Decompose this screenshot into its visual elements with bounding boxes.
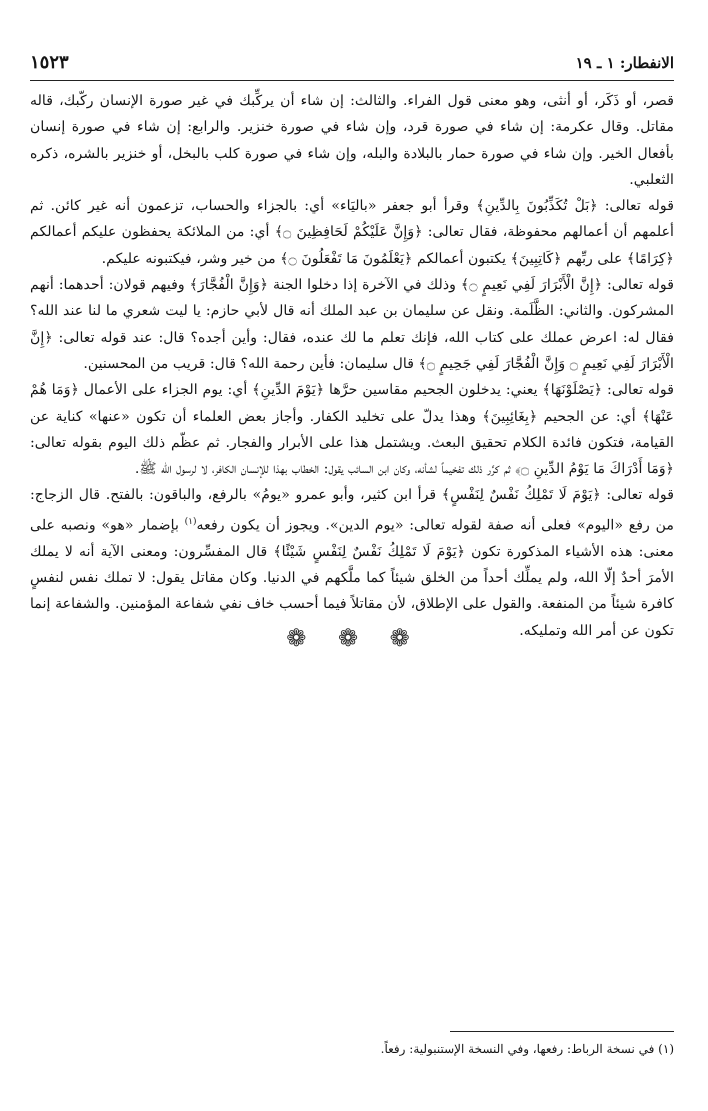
footnote	[30, 1042, 674, 1056]
surah-title: الانفطار: ١ ـ ١٩	[575, 54, 674, 72]
page-body	[30, 88, 674, 644]
footnote-reference[interactable]: (١)	[184, 516, 197, 527]
paragraph-4: قوله تعالى: ﴿يَصْلَوْنَهَا﴾ يعني: يدخلون الجحيم مقاسين حرَّها ﴿يَوْمَ الدِّينِ﴾ أي: يوم الجزاء على الأعمال ﴿وَمَا هُمْ عَنْهَا﴾ أي: عن الجحيم ﴿بِغَائِبِينَ﴾ وهذا يدلّ على تخليد الكفار. وأجاز بعض العلماء أن تكون «عنها» كناية عن القيامة، فتكون فائدة الكلام تحقيق البعث. ويشتمل هذا على الأبرار والفجار. ثم عظّم ذلك اليوم بقوله تعالى: ﴿وَمَا أَدْرَاكَ مَا يَوْمُ الدِّينِ ۝﴾ ثم كرَّر ذلك تفخيماً لشأنه، وكان ابن السائب يقول: الخطاب بهذا للإنسان الكافر، لا لرسول الله ﷺ.	[30, 382, 674, 478]
paragraph-5	[30, 482, 674, 644]
paragraph-2: قوله تعالى: ﴿بَلْ تُكَذِّبُونَ بِالدِّينِ﴾ وقرأ أبو جعفر «باليَاء» أي: بالجزاء والحساب، تزعمون أنه غير كائن. ثم أعلمهم أن أعمالهم محفوظة، فقال تعالى: ﴿وَإِنَّ عَلَيْكُمْ لَحَافِظِينَ ۝﴾ أي: من الملائكة يحفظون عليكم أعمالكم ﴿كِرَامًا﴾ على ربِّهم ﴿كَاتِبِينَ﴾ يكتبون أعمالكم ﴿يَعْلَمُونَ مَا تَفْعَلُونَ ۝﴾ من خير وشر، فيكتبونه عليكم.	[30, 198, 674, 267]
page-number: ١٥٢٣	[30, 52, 69, 73]
section-separator: ❁ ❁ ❁	[286, 624, 422, 652]
footnote-rule	[450, 1031, 674, 1032]
paragraph-3: قوله تعالى: ﴿إِنَّ الْأَبْرَارَ لَفِي نَعِيمٍ ۝﴾ وذلك في الآخرة إذا دخلوا الجنة ﴿وَإِنَّ الْفُجَّارَ﴾ وفيهم قولان: أحدهما: أنهم المشركون. والثاني: الظَّلَمة. ونقل عن سليمان بن عبد الملك أنه قال لأبي حازم: يا ليت شعري ما لنا عند الله؟ فقال له: اعرض عملك على كتاب الله، فإنك تعلم ما لك عنده، فقال: وأين أجده؟ قال: عند قوله تعالى: ﴿إِنَّ الْأَبْرَارَ لَفِي نَعِيمٍ ۝ وَإِنَّ الْفُجَّارَ لَفِي جَحِيمٍ ۝﴾ قال سليمان: فأين رحمة الله؟ قال: قريب من المحسنين.	[30, 277, 674, 372]
page-header	[30, 52, 674, 78]
header-rule	[30, 80, 674, 81]
paragraph-1: قصر، أو ذَكَر، أو أنثى، وهو معنى قول الفراء. والثالث: إن شاء أن يركِّبك في غير صورة الإنسان ركّبك، قاله مقاتل. وقال عكرمة: إن شاء في صورة قرد، وإن شاء في صورة خنزير. والرابع: إن شاء في صورة إنسان بأفعال الخير. وإن شاء في صورة حمار بالبلادة والبله، وإن شاء في صورة كلب بالبخل، أو خنزير بالشره، ذكره الثعلبي.	[30, 93, 674, 188]
footnote-text: في نسخة الرباط: رفعها، وفي النسخة الإستنبولية: رفعاً.	[380, 1042, 655, 1056]
paragraph-5-start: قوله تعالى: ﴿يَوْمَ لَا تَمْلِكُ نَفْسٌ لِنَفْسٍ﴾ قرأ ابن كثير، وأبو عمرو «يومُ» بالرفع، والباقون: بالفتح. قال الزجاج: من رفع «اليوم» فعلى أنه صفة لقوله تعالى: «يوم الدين». ويجوز أن يكون رفعه	[30, 487, 674, 534]
footnote-marker: (١)	[658, 1042, 674, 1056]
paragraph-5-end: بإضمار «هو» ونصبه على معنى: هذه الأشياء المذكورة تكون ﴿يَوْمَ لَا تَمْلِكُ نَفْسٌ لِنَفْسٍ شَيْئًا﴾ قال المفسِّرون: ومعنى الآية أنه لا يملك الأمرَ أحدٌ إلّا الله، ولم يملِّك أحداً من الخلق شيئاً كما ملَّكهم في الدنيا. وكان مقاتل يقول: لا تملك نفس لنفسٍ كافرة شيئاً من المنفعة. والقول على الإطلاق، لأن مقاتلاً فيما أحسب خاف نفي شفاعة المؤمنين. والشفاعة إنما تكون عن أمر الله وتمليكه.	[30, 517, 674, 639]
